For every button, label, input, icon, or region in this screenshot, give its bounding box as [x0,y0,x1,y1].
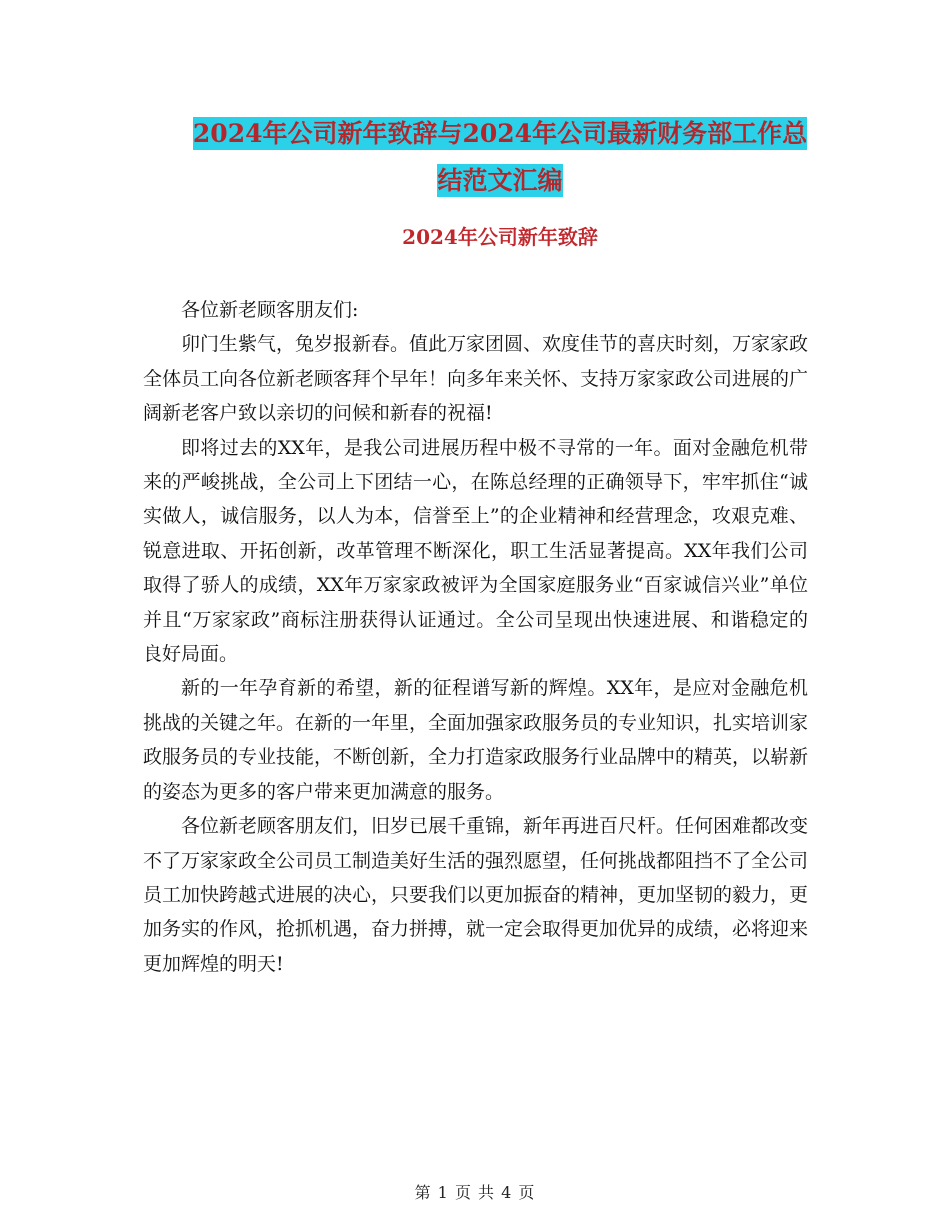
document-title [140,110,860,204]
title-line-2: 结范文汇编 [437,166,563,195]
section-title: 2024年公司新年致辞 [402,225,598,249]
paragraph: 卯门生紫气，兔岁报新春。值此万家团圆、欢度佳节的喜庆时刻，万家家政全体员工向各位新老顾客拜个早年！向多年来关怀、支持万家家政公司进展的广阔新老客户致以亲切的问候和新春的祝福! [143,333,809,425]
paragraph: 各位新老顾客朋友们，旧岁已展千重锦，新年再进百尺杆。任何困难都改变不了万家家政全公司员工制造美好生活的强烈愿望，任何挑战都阻挡不了全公司员工加快跨越式进展的决心，只要我们以更加振奋的精神，更加坚韧的毅力，更加务实的作风，抢抓机遇，奋力拼搏，就一定会取得更加优异的成绩，必将迎来更加辉煌的明天! [143,815,809,975]
title-line-1: 2024年公司新年致辞与2024年公司最新财务部工作总 [192,119,808,148]
paragraph: 新的一年孕育新的希望，新的征程谱写新的辉煌。XX年，是应对金融危机挑战的关键之年。在新的一年里，全面加强家政服务员的专业知识，扎实培训家政服务员的专业技能，不断创新，全力打造家政服务行业品牌中的精英，以崭新的姿态为更多的客户带来更加满意的服务。 [143,677,809,803]
body-text [143,293,808,981]
paragraph: 即将过去的XX年，是我公司进展历程中极不寻常的一年。面对金融危机带来的严峻挑战，全公司上下团结一心，在陈总经理的正确领导下，牢牢抓住“诚实做人，诚信服务，以人为本，信誉至上”的企业精神和经营理念，攻艰克难、锐意进取、开拓创新，改革管理不断深化，职工生活显著提高。XX年我们公司取得了骄人的成绩，XX年万家家政被评为全国家庭服务业“百家诚信兴业”单位并且“万家家政”商标注册获得认证通过。全公司呈现出快速进展、和谐稳定的良好局面。 [143,436,808,666]
page-footer: 第 1 页 共 4 页 [414,1183,536,1202]
paragraph-greeting: 各位新老顾客朋友们: [181,299,359,321]
